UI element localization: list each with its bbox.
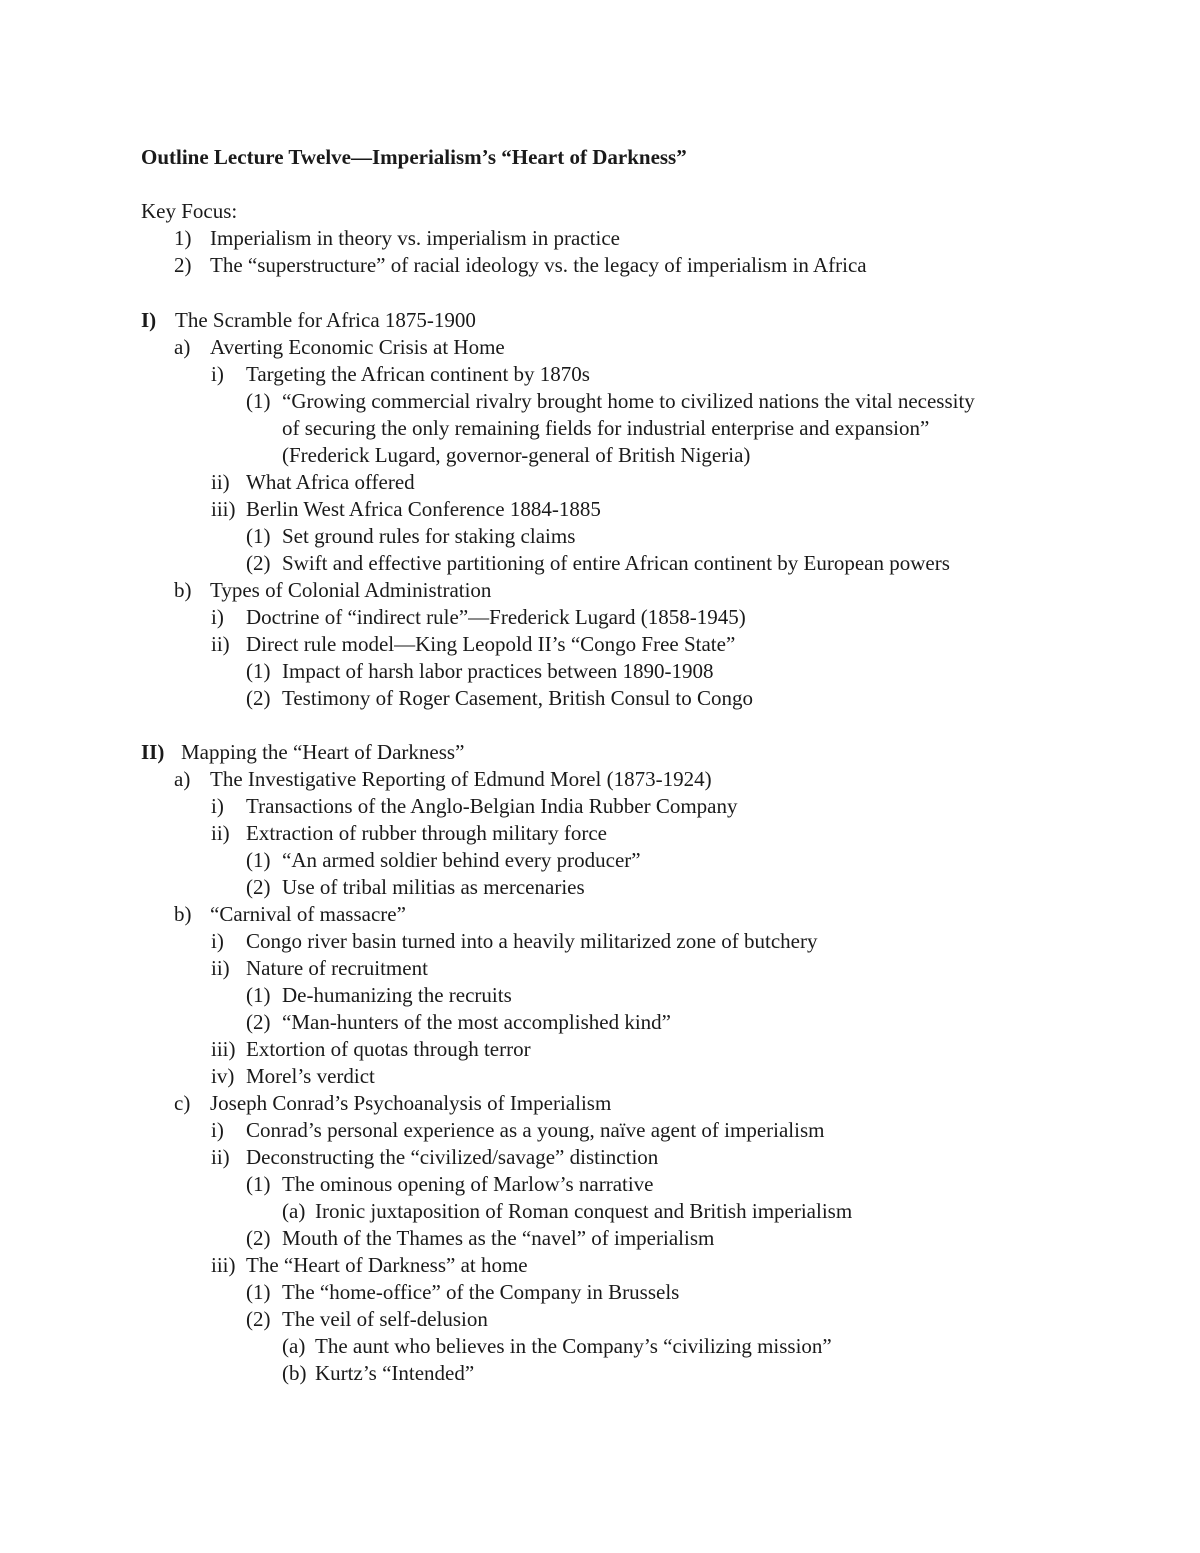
item-text: Doctrine of “indirect rule”—Frederick Lugard (1858-1945) [246,605,746,629]
item-marker: i) [211,794,224,818]
outline-item [246,982,1146,1009]
item-text: Transactions of the Anglo-Belgian India Rubber Company [246,794,738,818]
outline-item [211,1117,1111,1144]
item-marker: (2) [246,1226,271,1250]
outline-item [211,1036,1111,1063]
item-marker: 1) [174,226,192,250]
item-marker: ii) [211,821,230,845]
outline-item [246,685,1146,712]
item-text-continuation: (Frederick Lugard, governor-general of British Nigeria) [282,443,751,467]
item-text: Direct rule model—King Leopold II’s “Congo Free State” [246,632,736,656]
item-marker: c) [174,1091,191,1115]
item-text: The veil of self-delusion [282,1307,488,1331]
item-text: Extraction of rubber through military force [246,821,607,845]
outline-item [174,766,1074,793]
item-text: The Investigative Reporting of Edmund Morel (1873-1924) [210,767,712,791]
item-marker: (a) [282,1199,306,1223]
outline-item [282,1360,1162,1387]
outline-item [211,631,1111,658]
item-marker: a) [174,335,191,359]
item-text: Averting Economic Crisis at Home [210,335,505,359]
item-text: “Man-hunters of the most accomplished kind” [282,1010,671,1034]
item-marker: i) [211,605,224,629]
item-text: Mouth of the Thames as the “navel” of imperialism [282,1226,715,1250]
outline-item [246,874,1146,901]
item-marker: 2) [174,253,192,277]
outline-item [211,820,1111,847]
item-marker: (1) [246,983,271,1007]
item-marker: (1) [246,659,271,683]
outline-item [246,847,1146,874]
item-text: Ironic juxtaposition of Roman conquest and British imperialism [315,1199,853,1223]
item-text: The “home-office” of the Company in Brussels [282,1280,680,1304]
item-text: Berlin West Africa Conference 1884-1885 [246,497,601,521]
key-focus-label: Key Focus: [141,199,238,223]
item-text: Nature of recruitment [246,956,428,980]
item-text: Extortion of quotas through terror [246,1037,531,1061]
item-text: Targeting the African continent by 1870s [246,362,590,386]
item-marker: iii) [211,1253,236,1277]
item-marker: (1) [246,1172,271,1196]
item-marker: b) [174,902,192,926]
outline-item [211,361,1111,388]
key-focus-item [174,225,1074,252]
item-marker: (b) [282,1361,307,1385]
outline-item [246,550,1146,577]
item-marker: (1) [246,1280,271,1304]
item-text: Kurtz’s “Intended” [315,1361,475,1385]
item-marker: (2) [246,1307,271,1331]
outline-item [282,1198,1162,1225]
item-text: The aunt who believes in the Company’s “civilizing mission” [315,1334,832,1358]
key-focus-item [174,252,1074,279]
item-text: “Growing commercial rivalry brought home to civilized nations the vital necessity [282,389,975,413]
item-marker: (a) [282,1334,306,1358]
outline-item [246,1225,1146,1252]
item-marker: (2) [246,686,271,710]
item-marker: (1) [246,524,271,548]
item-marker: (1) [246,389,271,413]
item-text-continuation: of securing the only remaining fields for industrial enterprise and expansion” [282,416,930,440]
item-marker: ii) [211,956,230,980]
outline-item [246,1279,1146,1306]
document-title: Outline Lecture Twelve—Imperialism’s “Heart of Darkness” [141,145,687,169]
outline-item [246,523,1146,550]
outline-item [246,658,1146,685]
section-heading [141,739,1041,766]
outline-item [174,577,1074,604]
section-heading-text: The Scramble for Africa 1875-1900 [175,308,476,332]
item-marker: ii) [211,470,230,494]
item-text: Conrad’s personal experience as a young, naïve agent of imperialism [246,1118,825,1142]
item-text: De-humanizing the recruits [282,983,512,1007]
item-marker: a) [174,767,191,791]
outline-item [174,334,1074,361]
outline-item [174,1090,1074,1117]
item-text: Use of tribal militias as mercenaries [282,875,585,899]
item-text: Morel’s verdict [246,1064,375,1088]
item-text: Joseph Conrad’s Psychoanalysis of Imperialism [210,1091,612,1115]
item-marker: i) [211,929,224,953]
outline-item [211,1063,1111,1090]
item-marker: i) [211,362,224,386]
item-text: Set ground rules for staking claims [282,524,576,548]
outline-item [211,604,1111,631]
item-text: Types of Colonial Administration [210,578,492,602]
item-text: Swift and effective partitioning of entire African continent by European powers [282,551,950,575]
item-text: What Africa offered [246,470,415,494]
item-text: The ominous opening of Marlow’s narrative [282,1172,654,1196]
item-marker: (1) [246,848,271,872]
outline-item [282,1333,1162,1360]
item-marker: iii) [211,497,236,521]
item-marker: ii) [211,632,230,656]
outline-item [211,1252,1111,1279]
section-marker: I) [141,308,157,332]
outline-item [246,1009,1146,1036]
item-marker: ii) [211,1145,230,1169]
item-text: Testimony of Roger Casement, British Consul to Congo [282,686,754,710]
item-marker: i) [211,1118,224,1142]
item-text: “Carnival of massacre” [210,902,406,926]
outline-item [211,1144,1111,1171]
outline-item [211,928,1111,955]
item-marker: (2) [246,875,271,899]
item-text: The “Heart of Darkness” at home [246,1253,528,1277]
item-text: Imperialism in theory vs. imperialism in practice [210,226,620,250]
item-marker: iii) [211,1037,236,1061]
item-text: “An armed soldier behind every producer” [282,848,641,872]
outline-item [211,793,1111,820]
outline-item [246,1171,1146,1198]
section-marker: II) [141,740,165,764]
outline-item [246,1306,1146,1333]
outline-item [211,496,1111,523]
item-marker: b) [174,578,192,602]
item-text: Impact of harsh labor practices between 1890-1908 [282,659,714,683]
section-heading-text: Mapping the “Heart of Darkness” [181,740,465,764]
outline-item [174,901,1074,928]
outline-item [211,955,1111,982]
item-marker: iv) [211,1064,235,1088]
outline-item [211,469,1111,496]
outline-item [246,388,1146,415]
section-heading [141,307,1041,334]
item-text: Congo river basin turned into a heavily militarized zone of butchery [246,929,818,953]
item-text: The “superstructure” of racial ideology vs. the legacy of imperialism in Africa [210,253,867,277]
item-marker: (2) [246,1010,271,1034]
item-text: Deconstructing the “civilized/savage” distinction [246,1145,659,1169]
item-marker: (2) [246,551,271,575]
